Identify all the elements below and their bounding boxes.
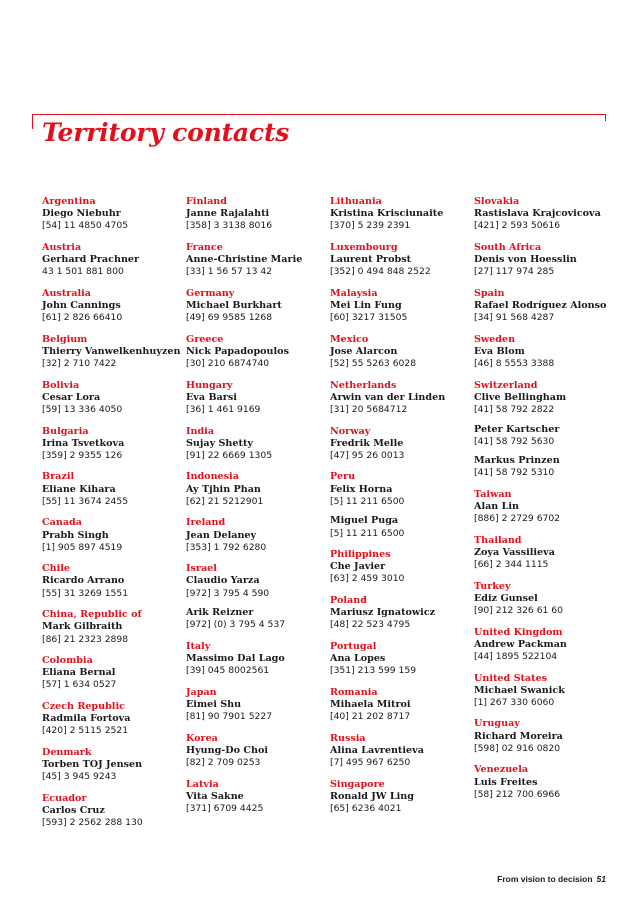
contact-entry [330,515,480,539]
contact-entry [42,334,192,371]
contact-country: Indonesia [186,471,239,483]
contact-entry [330,380,480,417]
contact-phone: [90] 212 326 61 60 [474,605,563,617]
contact-phone: [46] 8 5553 3388 [474,358,555,370]
contact-entry [42,288,192,325]
contact-entry [474,380,624,417]
contact-country: Luxembourg [330,241,398,253]
contact-name: Laurent Probst [330,254,412,266]
contact-entry [330,471,480,508]
contact-phone: [351] 213 599 159 [330,665,417,677]
contact-country: Malaysia [330,287,378,299]
contact-name: Arwin van der Linden [330,391,446,403]
contact-name: Gerhard Prachner [42,254,140,266]
contact-phone: [55] 11 3674 2455 [42,495,129,507]
contact-phone: [60] 3217 31505 [330,312,408,324]
contact-phone: [371] 6709 4425 [186,802,264,814]
contact-entry [474,455,624,479]
contact-country: Spain [474,287,505,299]
contact-phone: [7] 495 967 6250 [330,757,411,769]
contact-phone: [61] 2 826 66410 [42,312,123,324]
contact-phone: [81] 90 7901 5227 [186,711,273,723]
contact-phone: [5] 11 211 6500 [330,495,405,507]
contact-country: Switzerland [474,379,538,391]
contact-entry [42,380,192,417]
contact-country: Argentina [42,196,96,207]
contact-phone: [972] 3 795 4 590 [186,587,270,599]
contact-phone: [27] 117 974 285 [474,266,555,278]
contact-name: Cesar Lora [42,391,101,403]
contact-phone: [54] 11 4850 4705 [42,220,129,232]
contact-entry [474,581,624,618]
contact-entry [330,779,480,816]
contact-name: Eimei Shu [186,698,242,710]
contact-entry [474,196,624,233]
contact-country: Colombia [42,655,93,667]
contact-name: Jose Alarcon [330,345,398,357]
contact-country: Australia [42,287,92,299]
contact-phone: [886] 2 2729 6702 [474,513,561,525]
contact-name: Ediz Gunsel [474,592,538,604]
contact-name: Markus Prinzen [474,455,560,467]
contact-name: Jean Delaney [186,529,257,541]
contact-entry [186,426,336,463]
contacts-column-3 [330,196,480,824]
contact-entry [42,563,192,600]
contact-phone: [32] 2 710 7422 [42,358,117,370]
contact-name: Prabh Singh [42,529,109,541]
contact-country: Russia [330,732,366,744]
contact-entry [42,793,192,830]
contact-entry [474,424,624,448]
contact-phone: [48] 22 523 4795 [330,619,411,631]
contact-entry [330,334,480,371]
contact-phone: [972] (0) 3 795 4 537 [186,619,286,631]
contact-entry [330,687,480,724]
contact-entry [186,334,336,371]
contact-name: Diego Niebuhr [42,208,121,220]
contact-country: Norway [330,425,371,437]
page-title: Territory contacts [42,118,290,147]
contact-entry [186,641,336,678]
contact-name: Fredrik Melle [330,437,404,449]
contact-entry [186,607,336,631]
contact-phone: [45] 3 945 9243 [42,771,117,783]
contact-name: Felix Horna [330,483,393,495]
contact-name: Che Javier [330,561,386,573]
contact-name: Michael Burkhart [186,300,282,312]
contact-entry [186,517,336,554]
contact-phone: 43 1 501 881 800 [42,266,124,278]
contact-phone: [31] 20 5684712 [330,404,408,416]
contact-country: Japan [186,686,217,698]
contact-name: Carlos Cruz [42,804,105,816]
contact-phone: [593] 2 2562 288 130 [42,817,143,829]
contact-entry [330,196,480,233]
contact-entry [42,701,192,738]
contact-phone: [49] 69 9585 1268 [186,312,273,324]
contact-name: Vita Sakne [186,790,244,802]
contact-name: Radmila Fortova [42,713,131,725]
contact-entry [42,196,192,233]
contact-country: Israel [186,563,217,575]
contact-name: Zoya Vassilieva [474,547,555,559]
contact-country: Belgium [42,333,88,345]
contact-name: Alan Lin [474,501,519,513]
contact-country: Uruguay [474,718,520,730]
contact-phone: [359] 2 9355 126 [42,449,123,461]
contact-phone: [36] 1 461 9169 [186,404,261,416]
contact-phone: [34] 91 568 4287 [474,312,555,324]
contact-name: Ana Lopes [330,653,386,665]
contact-entry [42,426,192,463]
contact-entry [186,288,336,325]
contact-country: Portugal [330,640,377,652]
contact-phone: [57] 1 634 0527 [42,679,117,691]
contact-phone: [86] 21 2323 2898 [42,633,129,645]
contact-name: Kristina Krisciunaite [330,208,444,220]
contact-country: Ecuador [42,792,87,804]
contact-country: Czech Republic [42,700,125,712]
contact-country: Brazil [42,471,75,483]
contact-country: Chile [42,563,71,575]
contact-entry [42,747,192,784]
contact-name: Ay Tjhin Phan [186,483,261,495]
contact-name: Clive Bellingham [474,391,567,403]
contact-country: United Kingdom [474,626,563,638]
contact-name: Anne-Christine Marie [186,254,303,266]
contact-phone: [1] 905 897 4519 [42,541,123,553]
contact-phone: [59] 13 336 4050 [42,404,123,416]
contact-country: Turkey [474,580,511,592]
header-rule [32,114,606,115]
contact-entry [474,288,624,325]
contact-entry [186,563,336,600]
contact-name: Nick Papadopoulos [186,345,289,357]
contact-name: Ricardo Arrano [42,575,125,587]
contact-country: Netherlands [330,379,397,391]
contact-phone: [420] 2 5115 2521 [42,725,129,737]
contact-entry [474,489,624,526]
contact-name: Miguel Puga [330,515,399,527]
contacts-column-2 [186,196,336,824]
header-rule-end-tick [605,114,606,121]
contact-country: China, Republic of [42,609,142,621]
contact-entry [474,334,624,371]
contact-entry [474,673,624,710]
contact-country: Singapore [330,778,385,790]
contact-country: Bulgaria [42,425,89,437]
contact-name: Massimo Dal Lago [186,653,285,665]
contact-country: Poland [330,594,367,606]
contact-entry [42,517,192,554]
contact-country: Venezuela [474,764,529,776]
contact-country: Lithuania [330,196,382,207]
contact-entry [42,655,192,692]
contact-country: Germany [186,287,235,299]
contact-name: Irina Tsvetkova [42,437,125,449]
contact-country: Bolivia [42,379,80,391]
contact-country: United States [474,672,548,684]
contact-name: Mihaela Mitroi [330,698,411,710]
contact-country: Latvia [186,778,219,790]
contact-phone: [598] 02 916 0820 [474,742,561,754]
contact-entry [186,196,336,233]
page-footer [497,874,606,884]
contact-entry [330,549,480,586]
contact-phone: [65] 6236 4021 [330,802,402,814]
contact-phone: [52] 55 5263 6028 [330,358,417,370]
contact-country: France [186,241,223,253]
contact-name: Richard Moreira [474,730,563,742]
contact-name: Hyung-Do Choi [186,744,268,756]
contact-country: Korea [186,732,218,744]
contact-country: Denmark [42,746,92,758]
contact-phone: [41] 58 792 2822 [474,404,555,416]
contact-phone: [358] 3 3138 8016 [186,220,273,232]
contact-phone: [40] 21 202 8717 [330,711,411,723]
contact-phone: [353] 1 792 6280 [186,541,267,553]
contact-country: Hungary [186,379,233,391]
contact-name: John Cannings [42,300,121,312]
contact-entry [330,595,480,632]
contact-name: Rastislava Krajcovicova [474,208,601,220]
contact-entry [330,242,480,279]
contact-entry [330,288,480,325]
contact-phone: [39] 045 8002561 [186,665,270,677]
contact-name: Ronald JW Ling [330,790,414,802]
contact-name: Eliane Kihara [42,483,116,495]
contact-phone: [62] 21 5212901 [186,495,264,507]
contact-entry [186,380,336,417]
contact-entry [186,687,336,724]
contact-country: India [186,425,215,437]
contact-country: Finland [186,196,227,207]
contact-phone: [82] 2 709 0253 [186,757,261,769]
contact-name: Denis von Hoesslin [474,254,577,266]
contact-country: Sweden [474,333,516,345]
contact-country: Peru [330,471,356,483]
contact-name: Thierry Vanwelkenhuyzen [42,345,181,357]
contact-entry [186,471,336,508]
contact-entry [330,641,480,678]
contact-name: Rafael Rodríguez Alonso [474,300,607,312]
contact-phone: [370] 5 239 2391 [330,220,411,232]
contact-entry [186,242,336,279]
contact-phone: [5] 11 211 6500 [330,527,405,539]
contact-phone: [30] 210 6874740 [186,358,270,370]
contact-name: Mariusz Ignatowicz [330,607,436,619]
contact-phone: [352] 0 494 848 2522 [330,266,431,278]
contact-country: Thailand [474,534,522,546]
contact-phone: [1] 267 330 6060 [474,696,555,708]
contact-entry [186,779,336,816]
contact-entry [474,535,624,572]
contact-country: Ireland [186,517,226,529]
contact-entry [42,471,192,508]
contact-phone: [421] 2 593 50616 [474,220,561,232]
contact-entry [474,764,624,801]
contact-phone: [58] 212 700 6966 [474,788,561,800]
contact-country: Greece [186,333,224,345]
contact-phone: [91] 22 6669 1305 [186,449,273,461]
contact-name: Luis Freites [474,776,538,788]
contact-entry [474,718,624,755]
contact-name: Mark Gilbraith [42,621,123,633]
contact-entry [330,426,480,463]
contact-entry [186,733,336,770]
contact-name: Mei Lin Fung [330,300,402,312]
contact-entry [42,609,192,646]
contact-phone: [63] 2 459 3010 [330,573,405,585]
contact-country: Austria [42,241,82,253]
contact-phone: [55] 31 3269 1551 [42,587,129,599]
contact-country: Philippines [330,549,391,561]
contact-phone: [41] 58 792 5310 [474,467,555,479]
contact-name: Eliana Bernal [42,667,116,679]
contact-name: Torben TOJ Jensen [42,759,143,771]
footer-text: From vision to decision [497,874,593,884]
contact-country: Mexico [330,333,369,345]
contact-phone: [66] 2 344 1115 [474,559,549,571]
contact-name: Eva Barsi [186,391,237,403]
contact-phone: [47] 95 26 0013 [330,449,405,461]
contact-country: Romania [330,686,378,698]
contact-country: Italy [186,640,211,652]
contact-name: Alina Lavrentieva [330,744,424,756]
contact-phone: [44] 1895 522104 [474,651,558,663]
contacts-column-1 [42,196,192,839]
contacts-column-4 [474,196,624,810]
contact-phone: [41] 58 792 5630 [474,435,555,447]
contact-name: Michael Swanick [474,684,565,696]
contact-country: Slovakia [474,196,520,207]
page-number: 51 [596,874,606,884]
contact-country: Canada [42,517,82,529]
contact-name: Eva Blom [474,345,525,357]
contact-entry [330,733,480,770]
contact-name: Sujay Shetty [186,437,253,449]
contact-entry [474,627,624,664]
contact-name: Claudio Yarza [186,575,260,587]
contact-phone: [33] 1 56 57 13 42 [186,266,273,278]
contact-name: Arik Reizner [186,607,254,619]
contact-name: Andrew Packman [474,638,567,650]
contact-name: Peter Kartscher [474,423,560,435]
contact-country: South Africa [474,241,542,253]
contact-entry [474,242,624,279]
contact-entry [42,242,192,279]
contact-country: Taiwan [474,488,512,500]
contact-name: Janne Rajalahti [186,208,270,220]
header-rule-corner [32,114,33,129]
